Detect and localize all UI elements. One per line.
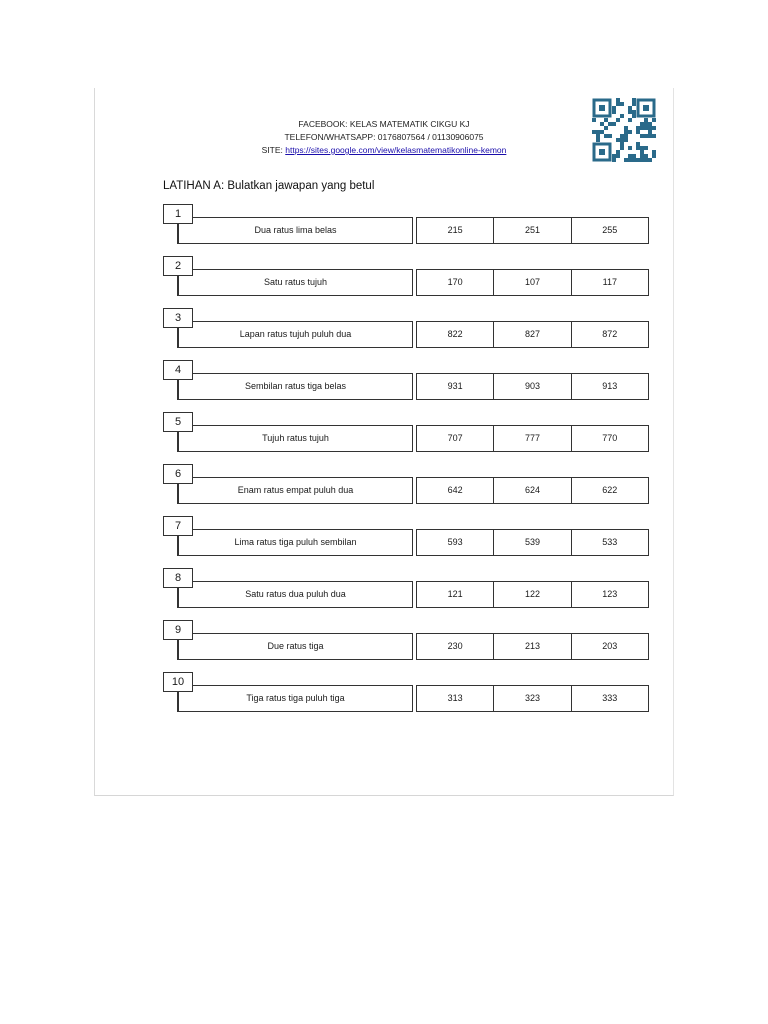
answer-option[interactable]: 707 [447,433,463,443]
question-number: 3 [163,308,193,328]
answer-option[interactable]: 230 [447,641,463,651]
answer-option[interactable]: 333 [571,686,648,711]
question-number: 10 [163,672,193,692]
answer-option[interactable]: 913 [571,374,648,399]
answer-option[interactable]: 313 [447,693,463,703]
answer-option[interactable]: 642 [447,485,463,495]
site-line [95,144,673,157]
answer-option[interactable]: 123 [571,582,648,607]
answer-option[interactable]: 822 [447,329,463,339]
question-number: 1 [163,204,193,224]
number-words: Satu ratus dua puluh dua [178,581,413,608]
question-row [163,256,649,300]
answer-option[interactable]: 215 [447,225,463,235]
question-number: 5 [163,412,193,432]
question-number: 9 [163,620,193,640]
answer-option[interactable]: 122 [493,582,570,607]
number-words: Tujuh ratus tujuh [178,425,413,452]
answer-option[interactable]: 255 [571,218,648,243]
number-words: Satu ratus tujuh [178,269,413,296]
number-words: Lima ratus tiga puluh sembilan [178,529,413,556]
question-row [163,360,649,404]
answer-option[interactable]: 533 [571,530,648,555]
question-number: 7 [163,516,193,536]
question-row [163,568,649,612]
answer-options [416,269,649,296]
question-row [163,672,649,716]
site-link[interactable]: https://sites.google.com/view/kelasmatematikonline-kemon [285,145,507,155]
answer-option[interactable]: 323 [493,686,570,711]
answer-option[interactable]: 539 [493,530,570,555]
question-number: 6 [163,464,193,484]
question-number: 2 [163,256,193,276]
question-row [163,204,649,248]
answer-option[interactable]: 777 [493,426,570,451]
worksheet-page [94,88,674,796]
answer-option[interactable]: 117 [571,270,648,295]
answer-option[interactable]: 770 [571,426,648,451]
answer-option[interactable]: 622 [571,478,648,503]
answer-options [416,321,649,348]
answer-option[interactable]: 251 [493,218,570,243]
answer-option[interactable]: 107 [493,270,570,295]
number-words: Lapan ratus tujuh puluh dua [178,321,413,348]
answer-options [416,685,649,712]
answer-option[interactable]: 121 [447,589,463,599]
question-row [163,464,649,508]
phone-line: TELEFON/WHATSAPP: 0176807564 / 01130906075 [284,132,484,142]
answer-options [416,581,649,608]
answer-options [416,633,649,660]
answer-options [416,529,649,556]
answer-option[interactable]: 203 [571,634,648,659]
answer-options [416,217,649,244]
question-row [163,620,649,664]
exercise-title: LATIHAN A: Bulatkan jawapan yang betul [163,180,375,192]
site-label: SITE: [261,145,286,155]
number-words: Tiga ratus tiga puluh tiga [178,685,413,712]
facebook-line: FACEBOOK: KELAS MATEMATIK CIKGU KJ [298,119,470,129]
number-words: Dua ratus lima belas [178,217,413,244]
answer-option[interactable]: 931 [447,381,463,391]
contact-header [95,118,673,157]
answer-option[interactable]: 624 [493,478,570,503]
answer-option[interactable]: 872 [571,322,648,347]
answer-option[interactable]: 903 [493,374,570,399]
question-number: 4 [163,360,193,380]
question-row [163,516,649,560]
answer-option[interactable]: 213 [493,634,570,659]
answer-option[interactable]: 593 [447,537,463,547]
answer-options [416,373,649,400]
number-words: Due ratus tiga [178,633,413,660]
question-row [163,308,649,352]
number-words: Sembilan ratus tiga belas [178,373,413,400]
answer-options [416,425,649,452]
answer-options [416,477,649,504]
qr-code-icon [592,98,656,162]
number-words: Enam ratus empat puluh dua [178,477,413,504]
question-number: 8 [163,568,193,588]
question-row [163,412,649,456]
answer-option[interactable]: 170 [447,277,463,287]
answer-option[interactable]: 827 [493,322,570,347]
